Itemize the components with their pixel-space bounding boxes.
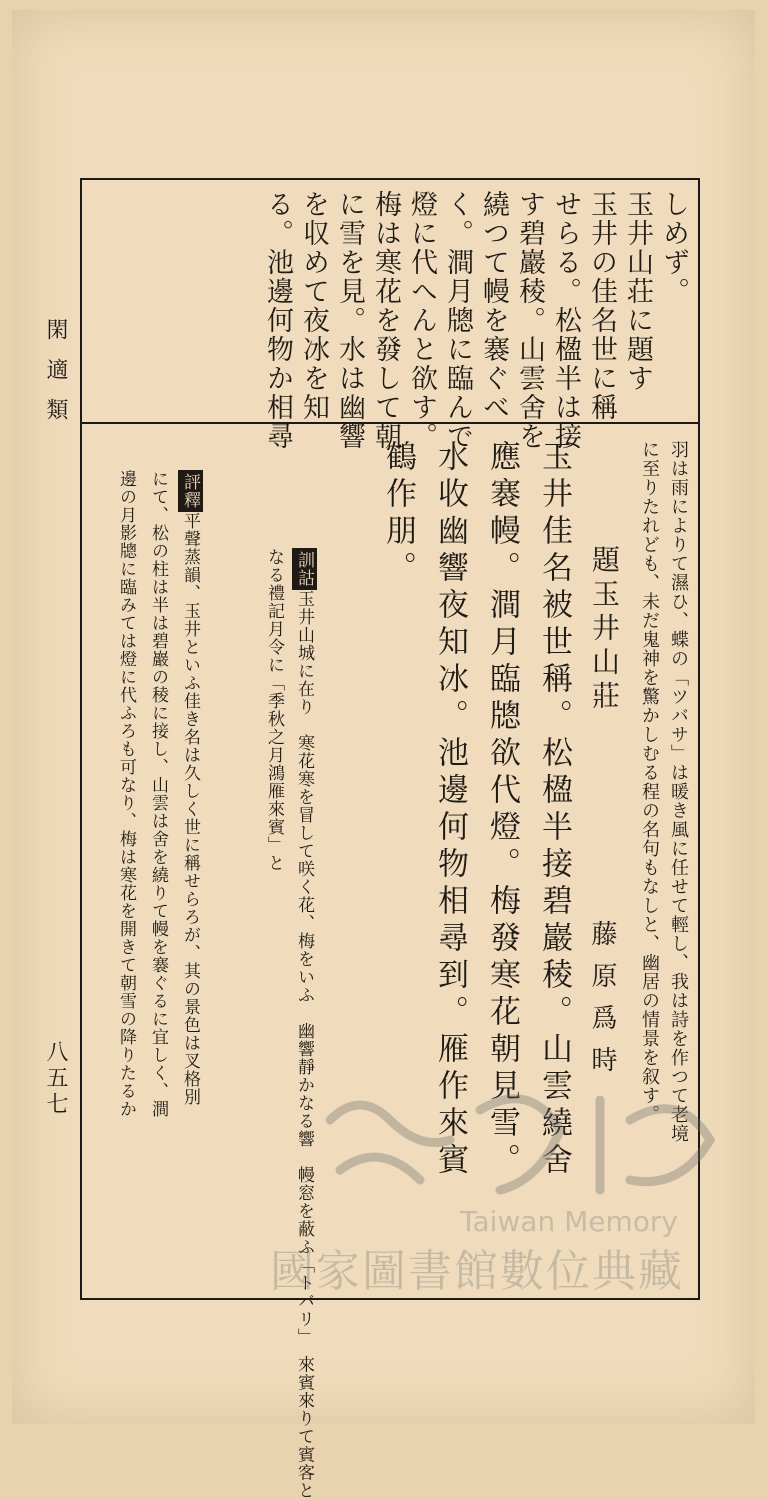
poem-line: 鶴作朋。 bbox=[380, 440, 416, 588]
hyoshaku-label: 評釋 bbox=[178, 470, 203, 512]
upper-column: 繞つて幔を褰ぐべ bbox=[478, 190, 509, 422]
upper-column: す碧巖稜。山雲舍を bbox=[514, 190, 545, 451]
upper-column: 玉井の佳名世に稱 bbox=[586, 190, 617, 422]
upper-column: に雪を見。水は幽響 bbox=[334, 190, 365, 451]
upper-column: せらる。松楹半は接 bbox=[550, 190, 581, 451]
frame-left-rule bbox=[80, 178, 82, 1300]
frame-top-rule bbox=[80, 178, 700, 180]
watermark-chinese: 國家圖書館數位典藏 bbox=[270, 1246, 684, 1297]
upper-column: る。池邊何物か相尋 bbox=[262, 190, 293, 451]
hyoshaku-line: 平聲蒸韻、玉井といふ佳き名は久しく世に稱せらろが、其の景色は叉格別 bbox=[180, 512, 200, 1106]
poem-line: 玉井佳名被世稱。松楹半接碧巖稜。山雲繞舍 bbox=[536, 440, 572, 1180]
upper-column: 玉井山荘に題す bbox=[622, 190, 653, 393]
kunko-label: 訓詁 bbox=[292, 548, 317, 590]
page-number: 八五七 bbox=[43, 1040, 68, 1118]
upper-column: く。澗月牕に臨んで bbox=[442, 190, 473, 451]
poem-line: 應褰幔。澗月臨牕欲代燈。梅發寒花朝見雪。 bbox=[484, 440, 520, 1180]
kunko-line: なる禮記月令に「季秋之月鴻雁來賓」と bbox=[264, 548, 284, 872]
poem-author: 藤原爲時 bbox=[587, 920, 617, 1088]
upper-column: を収めて夜冰を知 bbox=[298, 190, 329, 422]
poem-line: 水收幽響夜知冰。池邊何物相尋到。雁作來賓 bbox=[432, 440, 468, 1180]
hyoshaku-section bbox=[178, 470, 203, 1106]
frame-right-rule bbox=[698, 178, 700, 1300]
book-title: 閑適類 bbox=[43, 318, 68, 438]
upper-column: 梅は寒花を發して朝 bbox=[370, 190, 401, 451]
hyoshaku-line: 邊の月影牕に臨みては燈に代ふろも可なり、梅は寒花を開きて朝雪の降りたるか bbox=[116, 470, 136, 1118]
kunko-section bbox=[292, 548, 317, 1500]
hyoshaku-line: にて、松の柱は半は碧巖の稜に接し、山雲は舍を繞りて幔を褰ぐるに宜しく、澗 bbox=[148, 470, 168, 1118]
watermark-english: Taiwan Memory bbox=[460, 1205, 678, 1238]
upper-column: しめず。 bbox=[658, 190, 689, 306]
poem-title: 題玉井山莊 bbox=[588, 545, 621, 715]
intro-line: に至りたれども、未だ鬼神を驚かしむる程の名句もなしと、幽居の情景を叙す。 bbox=[639, 440, 660, 1124]
upper-column: 燈に代へんと欲す。 bbox=[406, 190, 437, 451]
kunko-line: 玉井山城に在り 寒花寒を冒して咲く花、梅をいふ 幽響靜かなる響 幔窓を蔽ふ「トバリ」 來賓來りて賓客と bbox=[294, 590, 314, 1500]
intro-line: 羽は雨によりて濕ひ、蝶の「ツバサ」は暖き風に任せて輕し、我は詩を作つて老境 bbox=[668, 440, 689, 1143]
